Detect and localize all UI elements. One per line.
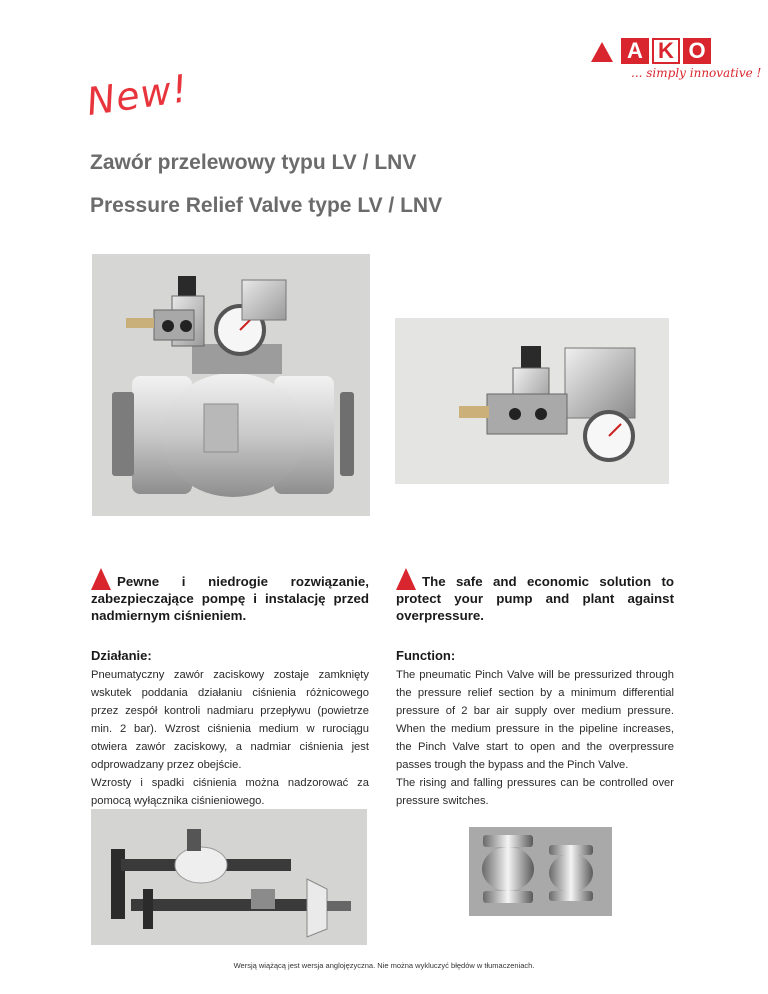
claim-polish: Pewne i niedrogie rozwiązanie, zabezpieczające pompę i instalację przed nadmiernym ciśnieniem.: [91, 574, 369, 623]
logo-letter-o: O: [683, 38, 711, 64]
product-photo-regulator: [395, 318, 669, 484]
red-triangle-icon: [396, 568, 416, 590]
paragraph: Wzrosty i spadki ciśnienia można nadzorować za pomocą wyłącznika ciśnieniowego.: [91, 777, 369, 807]
heading-function-polish: Działanie:: [91, 648, 152, 663]
ako-logo: [591, 36, 762, 84]
red-triangle-icon: [91, 568, 111, 590]
footer-disclaimer: Wersją wiążącą jest wersja anglojęzyczna. Nie można wykluczyć błędów w tłumaczeniach.: [233, 961, 535, 970]
new-badge: New!: [83, 66, 192, 124]
heading-function-english: Function:: [396, 648, 456, 663]
title-english: Pressure Relief Valve type LV / LNV: [90, 194, 443, 217]
product-photo-valve: [92, 254, 370, 516]
logo-triangle-icon: [591, 42, 613, 62]
logo-letter-k: K: [652, 38, 680, 64]
function-text-english: [396, 666, 674, 810]
claim-english: The safe and economic solution to protect your pump and plant against overpressure.: [396, 574, 674, 623]
logo-letters: [621, 38, 714, 64]
product-photo-steel-valves: [469, 827, 612, 916]
claim-polish-block: [91, 568, 369, 624]
logo-letter-a: A: [621, 38, 649, 64]
logo-tagline: ... simply innovative !: [631, 66, 762, 80]
title-polish: Zawór przelewowy typu LV / LNV: [90, 151, 417, 174]
paragraph: Pneumatyczny zawór zaciskowy zostaje zamknięty wskutek poddania działaniu ciśnienia różnicowego przez zespół kontroli nadmiaru przepływu (powietrze min. 2 bar). Wzrost ciśnienia medium w rurociągu otwiera zawór zaciskowy, a nadmiar ciśnienia jest odprowadzany przez obejście.: [91, 669, 369, 771]
product-photo-installation: [91, 809, 367, 945]
paragraph: The rising and falling pressures can be controlled over pressure switches.: [396, 777, 674, 807]
paragraph: The pneumatic Pinch Valve will be pressurized through the pressure relief section by a minimum differential pressure of 2 bar air supply over medium pressure. When the medium pressure in the pipeline increases, the Pinch Valve start to open and the overpressure passes trough the bypass and the Pinch Valve.: [396, 669, 674, 771]
claim-english-block: [396, 568, 674, 624]
function-text-polish: [91, 666, 369, 810]
